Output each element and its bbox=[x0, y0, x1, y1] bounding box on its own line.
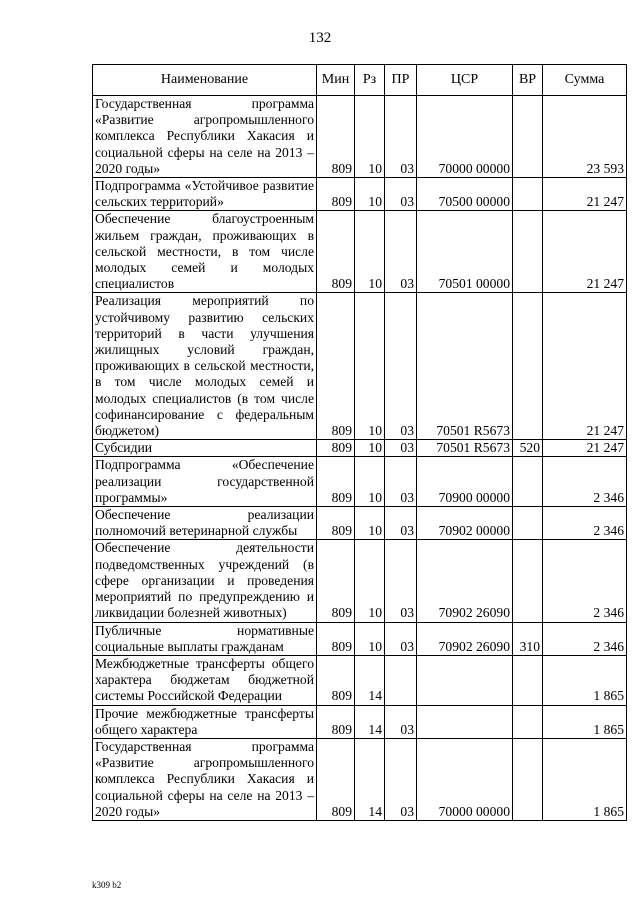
cell-csr bbox=[417, 655, 513, 705]
table-row bbox=[93, 655, 627, 705]
table-row bbox=[93, 211, 627, 293]
table-body bbox=[93, 96, 627, 821]
cell-rz: 14 bbox=[355, 705, 385, 738]
cell-min: 809 bbox=[317, 293, 355, 440]
cell-vr bbox=[513, 178, 543, 211]
table-row bbox=[93, 507, 627, 540]
cell-csr: 70902 26090 bbox=[417, 622, 513, 655]
cell-rz: 10 bbox=[355, 293, 385, 440]
cell-vr: 520 bbox=[513, 440, 543, 457]
cell-min: 809 bbox=[317, 622, 355, 655]
footer-code: k309 b2 bbox=[92, 880, 122, 890]
cell-csr: 70000 00000 bbox=[417, 738, 513, 820]
cell-sum: 21 247 bbox=[543, 293, 627, 440]
cell-sum: 1 865 bbox=[543, 705, 627, 738]
cell-sum: 21 247 bbox=[543, 211, 627, 293]
cell-vr bbox=[513, 738, 543, 820]
table-row bbox=[93, 705, 627, 738]
cell-name: Публичные нормативные социальные выплаты гражданам bbox=[93, 622, 317, 655]
table-row bbox=[93, 738, 627, 820]
header-rz: Рз bbox=[355, 65, 385, 96]
cell-csr: 70501 R5673 bbox=[417, 440, 513, 457]
table-row bbox=[93, 622, 627, 655]
cell-csr: 70501 R5673 bbox=[417, 293, 513, 440]
cell-rz: 10 bbox=[355, 540, 385, 622]
cell-pr bbox=[385, 655, 417, 705]
cell-csr bbox=[417, 705, 513, 738]
cell-min: 809 bbox=[317, 705, 355, 738]
cell-vr bbox=[513, 293, 543, 440]
cell-rz: 10 bbox=[355, 440, 385, 457]
table-row bbox=[93, 178, 627, 211]
cell-csr: 70902 26090 bbox=[417, 540, 513, 622]
table-row bbox=[93, 540, 627, 622]
cell-name: Субсидии bbox=[93, 440, 317, 457]
cell-sum: 1 865 bbox=[543, 738, 627, 820]
cell-pr: 03 bbox=[385, 540, 417, 622]
cell-name: Реализация мероприятий по устойчивому развитию сельских территорий в части улучшения жилищных условий граждан, проживающих в сельской местности, в том числе молодых семей и молодых специалистов (в том числе софинансирование с федеральным бюджетом) bbox=[93, 293, 317, 440]
cell-pr: 03 bbox=[385, 738, 417, 820]
page-number: 132 bbox=[308, 30, 332, 46]
cell-pr: 03 bbox=[385, 178, 417, 211]
cell-sum: 2 346 bbox=[543, 622, 627, 655]
cell-rz: 10 bbox=[355, 457, 385, 507]
cell-pr: 03 bbox=[385, 507, 417, 540]
cell-min: 809 bbox=[317, 507, 355, 540]
cell-csr: 70902 00000 bbox=[417, 507, 513, 540]
cell-min: 809 bbox=[317, 457, 355, 507]
cell-pr: 03 bbox=[385, 457, 417, 507]
cell-name: Обеспечение реализации полномочий ветеринарной службы bbox=[93, 507, 317, 540]
table-row bbox=[93, 457, 627, 507]
cell-name: Подпрограмма «Устойчивое развитие сельских территорий» bbox=[93, 178, 317, 211]
table-header-row bbox=[93, 65, 627, 96]
cell-min: 809 bbox=[317, 211, 355, 293]
cell-sum: 2 346 bbox=[543, 540, 627, 622]
cell-min: 809 bbox=[317, 440, 355, 457]
cell-name: Обеспечение благоустроенным жильем граждан, проживающих в сельской местности, в том числе молодых семей и молодых специалистов bbox=[93, 211, 317, 293]
cell-sum: 1 865 bbox=[543, 655, 627, 705]
cell-vr: 310 bbox=[513, 622, 543, 655]
header-name: Наименование bbox=[93, 65, 317, 96]
cell-rz: 14 bbox=[355, 655, 385, 705]
budget-table bbox=[92, 64, 627, 821]
cell-min: 809 bbox=[317, 178, 355, 211]
table-row bbox=[93, 96, 627, 178]
cell-csr: 70000 00000 bbox=[417, 96, 513, 178]
cell-name: Обеспечение деятельности подведомственных учреждений (в сфере организации и проведения мероприятий по предупреждению и ликвидации болезней животных) bbox=[93, 540, 317, 622]
cell-min: 809 bbox=[317, 738, 355, 820]
cell-pr: 03 bbox=[385, 622, 417, 655]
cell-name: Государственная программа «Развитие агропромышленного комплекса Республики Хакасия и социальной сферы на селе на 2013 – 2020 годы» bbox=[93, 96, 317, 178]
cell-min: 809 bbox=[317, 655, 355, 705]
cell-rz: 10 bbox=[355, 211, 385, 293]
cell-pr: 03 bbox=[385, 293, 417, 440]
header-vr: ВР bbox=[513, 65, 543, 96]
cell-vr bbox=[513, 457, 543, 507]
table-row bbox=[93, 440, 627, 457]
cell-vr bbox=[513, 705, 543, 738]
cell-rz: 10 bbox=[355, 622, 385, 655]
cell-sum: 2 346 bbox=[543, 457, 627, 507]
cell-vr bbox=[513, 211, 543, 293]
cell-rz: 14 bbox=[355, 738, 385, 820]
cell-pr: 03 bbox=[385, 440, 417, 457]
cell-pr: 03 bbox=[385, 96, 417, 178]
cell-csr: 70501 00000 bbox=[417, 211, 513, 293]
cell-vr bbox=[513, 96, 543, 178]
header-min: Мин bbox=[317, 65, 355, 96]
cell-name: Государственная программа «Развитие агропромышленного комплекса Республики Хакасия и социальной сферы на селе на 2013 – 2020 годы» bbox=[93, 738, 317, 820]
cell-sum: 21 247 bbox=[543, 440, 627, 457]
cell-rz: 10 bbox=[355, 96, 385, 178]
cell-csr: 70500 00000 bbox=[417, 178, 513, 211]
cell-rz: 10 bbox=[355, 178, 385, 211]
cell-sum: 2 346 bbox=[543, 507, 627, 540]
cell-name: Прочие межбюджетные трансферты общего характера bbox=[93, 705, 317, 738]
table-row bbox=[93, 293, 627, 440]
cell-min: 809 bbox=[317, 540, 355, 622]
cell-rz: 10 bbox=[355, 507, 385, 540]
cell-min: 809 bbox=[317, 96, 355, 178]
header-csr: ЦСР bbox=[417, 65, 513, 96]
cell-vr bbox=[513, 507, 543, 540]
cell-name: Подпрограмма «Обеспечение реализации государственной программы» bbox=[93, 457, 317, 507]
header-sum: Сумма bbox=[543, 65, 627, 96]
cell-pr: 03 bbox=[385, 211, 417, 293]
cell-csr: 70900 00000 bbox=[417, 457, 513, 507]
cell-name: Межбюджетные трансферты общего характера бюджетам бюджетной системы Российской Федерации bbox=[93, 655, 317, 705]
cell-sum: 21 247 bbox=[543, 178, 627, 211]
cell-sum: 23 593 bbox=[543, 96, 627, 178]
cell-vr bbox=[513, 655, 543, 705]
header-pr: ПР bbox=[385, 65, 417, 96]
cell-pr: 03 bbox=[385, 705, 417, 738]
cell-vr bbox=[513, 540, 543, 622]
